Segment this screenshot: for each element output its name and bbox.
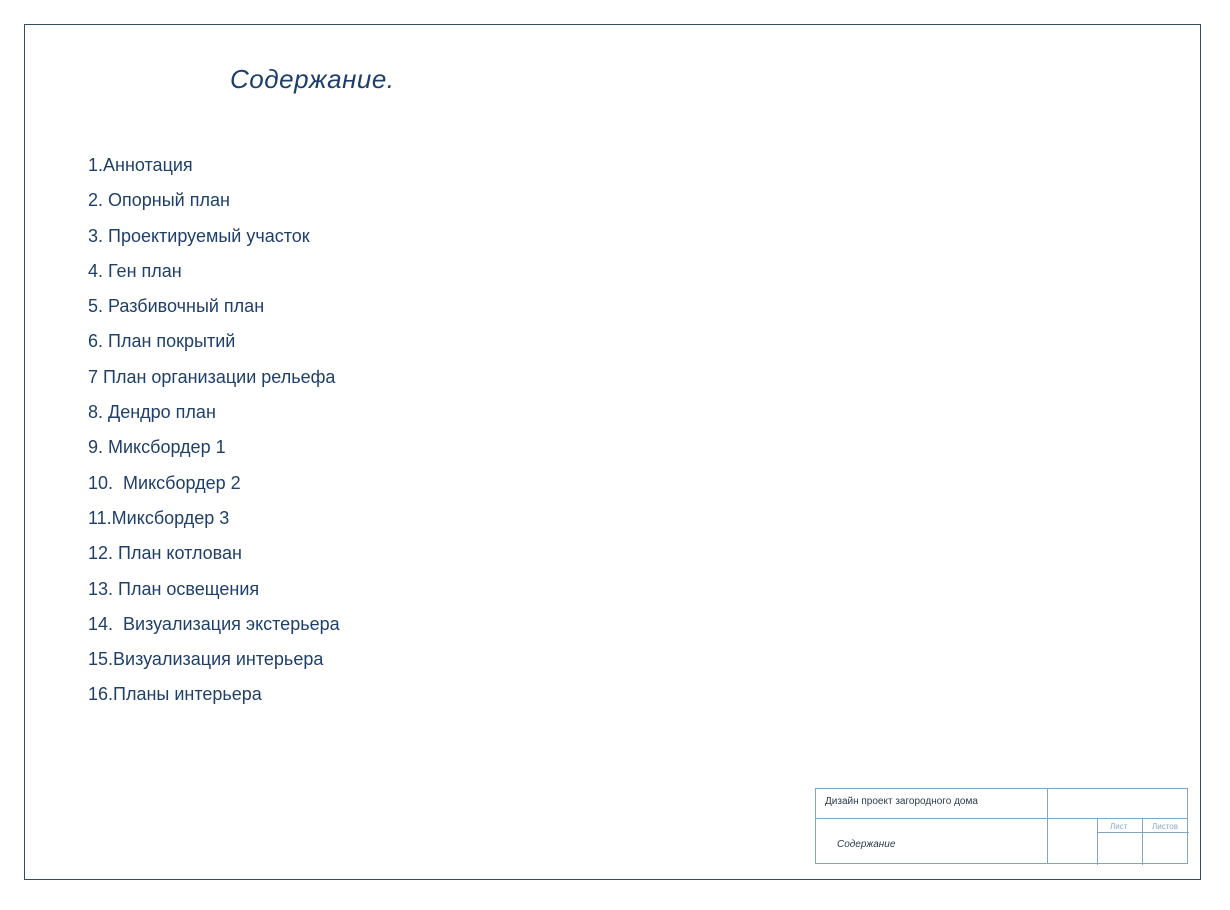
toc-item-11: 11.Миксбордер 3 [88,507,230,528]
toc-item-6: 6. План покрытий [88,331,236,352]
toc-item-4: 4. Ген план [88,260,182,281]
stamp-project-name: Дизайн проект загородного дома [825,796,978,807]
stamp-sheet-title: Содержание [837,839,896,850]
toc-item-13: 13. План освещения [88,578,260,599]
toc-item-5: 5. Разбивочный план [88,296,265,317]
stamp-divider-labels [1097,832,1189,833]
toc-item-8: 8. Дендро план [88,402,216,423]
toc-item-10: 10. Миксбордер 2 [88,472,241,493]
toc-item-1: 1.Аннотация [88,155,193,175]
table-of-contents [88,152,340,717]
toc-item-3: 3. Проектируемый участок [88,225,310,246]
toc-item-12: 12. План котлован [88,543,242,564]
stamp-divider-cell-2 [1142,818,1143,865]
toc-item-15: 15.Визуализация интерьера [88,649,324,670]
toc-item-16: 16.Планы интерьера [88,684,262,705]
stamp-sheet-label: Лист [1110,822,1128,831]
toc-item-14: 14. Визуализация экстерьера [88,613,340,634]
toc-item-2: 2. Опорный план [88,190,230,211]
stamp-divider-name [1047,789,1048,863]
page-title: Содержание. [230,64,395,94]
toc-item-9: 9. Миксбордер 1 [88,437,226,458]
title-block-stamp [815,788,1188,864]
toc-item-7: 7 План организации рельефа [88,366,336,387]
stamp-divider-horizontal [816,818,1187,819]
stamp-divider-cell-1 [1097,818,1098,865]
stamp-sheets-label: Листов [1152,822,1178,831]
